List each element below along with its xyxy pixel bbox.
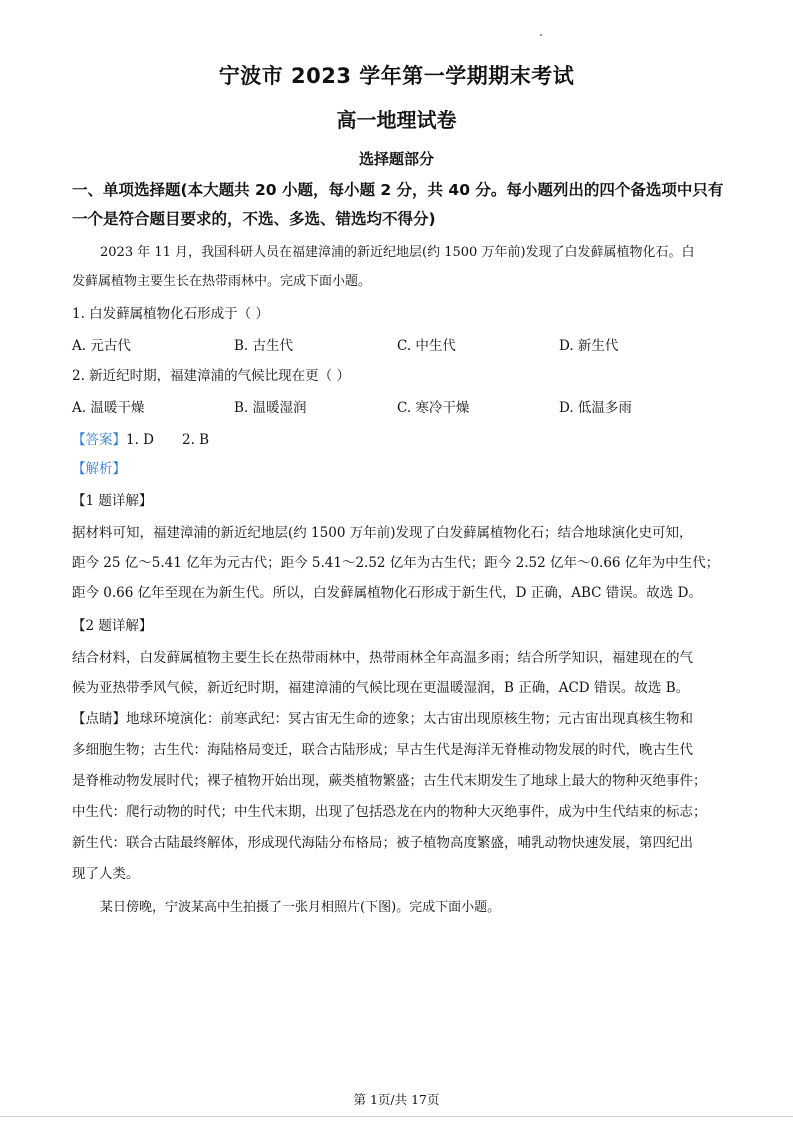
detail-1-line-1: 据材料可知，福建漳浦的新近纪地层(约 1500 万年前)发现了白发藓属植物化石；结合地球演化史可知， xyxy=(72,525,693,541)
analysis-tag: 【解析】 xyxy=(72,461,126,477)
bottom-divider xyxy=(0,1116,793,1117)
q1-option-a: A. 元古代 xyxy=(72,338,131,354)
passage-1-line-2: 发藓属植物主要生长在热带雨林中。完成下面小题。 xyxy=(72,274,372,289)
instructions-line-1: 一、单项选择题(本大题共 20 小题，每小题 2 分，共 40 分。每小题列出的四个备选项中只有 xyxy=(72,181,724,199)
tips-line-6: 现了人类。 xyxy=(72,866,140,882)
answer-1: 1. D xyxy=(126,432,154,448)
detail-2-heading: 【2 题详解】 xyxy=(72,618,153,634)
tips-line-2: 多细胞生物；古生代：海陆格局变迁，联合古陆形成；早古生代是海洋无脊椎动物发展的时代，晚古生代 xyxy=(72,742,693,758)
tips-line-1: 【点睛】地球环境演化：前寒武纪：冥古宙无生命的迹象；太古宙出现原核生物；元古宙出现真核生物和 xyxy=(72,711,693,727)
q2-option-d: D. 低温多雨 xyxy=(559,400,632,416)
q2-option-c: C. 寒冷干燥 xyxy=(397,400,470,416)
detail-1-line-2: 距今 25 亿～5.41 亿年为元古代；距今 5.41～2.52 亿年为古生代；距今 2.52 亿年～0.66 亿年为中生代； xyxy=(72,555,720,571)
passage-2: 某日傍晚，宁波某高中生拍摄了一张月相照片(下图)。完成下面小题。 xyxy=(100,900,501,915)
answer-line xyxy=(72,430,722,450)
detail-1-heading: 【1 题详解】 xyxy=(72,493,153,509)
instructions-line-2: 一个是符合题目要求的，不选、多选、错选均不得分) xyxy=(72,210,436,228)
detail-2-line-2: 候为亚热带季风气候，新近纪时期，福建漳浦的气候比现在更温暖湿润，B 正确，ACD 错误。故选 B。 xyxy=(72,680,690,696)
scan-dot xyxy=(540,34,542,36)
answer-tag: 【答案】 xyxy=(72,432,126,448)
q2-option-a: A. 温暖干燥 xyxy=(72,400,145,416)
tips-line-3: 是脊椎动物发展时代；裸子植物开始出现，蕨类植物繁盛；古生代末期发生了地球上最大的物种灭绝事件； xyxy=(72,773,707,789)
q1-option-c: C. 中生代 xyxy=(397,338,456,354)
exam-subtitle: 高一地理试卷 xyxy=(336,108,457,132)
tips-line-4: 中生代：爬行动物的时代；中生代末期，出现了包括恐龙在内的物种大灭绝事件，成为中生代结束的标志； xyxy=(72,804,707,820)
detail-1-line-3: 距今 0.66 亿年至现在为新生代。所以，白发藓属植物化石形成于新生代，D 正确，ABC 错误。故选 D。 xyxy=(72,585,702,601)
question-2-stem: 2. 新近纪时期，福建漳浦的气候比现在更（ ） xyxy=(72,368,350,384)
question-1-stem: 1. 白发藓属植物化石形成于（ ） xyxy=(72,306,269,322)
page-number: 第 1页/共 17页 xyxy=(353,1092,440,1107)
exam-title: 宁波市 2023 学年第一学期期末考试 xyxy=(218,64,575,88)
tips-line-5: 新生代：联合古陆最终解体，形成现代海陆分布格局；被子植物高度繁盛，哺乳动物快速发展，第四纪出 xyxy=(72,835,693,851)
q1-option-b: B. 古生代 xyxy=(234,338,294,354)
section-heading: 选择题部分 xyxy=(358,150,434,168)
q2-option-b: B. 温暖湿润 xyxy=(234,400,307,416)
q1-option-d: D. 新生代 xyxy=(559,338,619,354)
detail-2-line-1: 结合材料，白发藓属植物主要生长在热带雨林中，热带雨林全年高温多雨；结合所学知识，福建现在的气 xyxy=(72,650,693,666)
answer-2: 2. B xyxy=(182,432,210,448)
passage-1-line-1: 2023 年 11 月，我国科研人员在福建漳浦的新近纪地层(约 1500 万年前)发现了白发藓属植物化石。白 xyxy=(100,245,695,260)
